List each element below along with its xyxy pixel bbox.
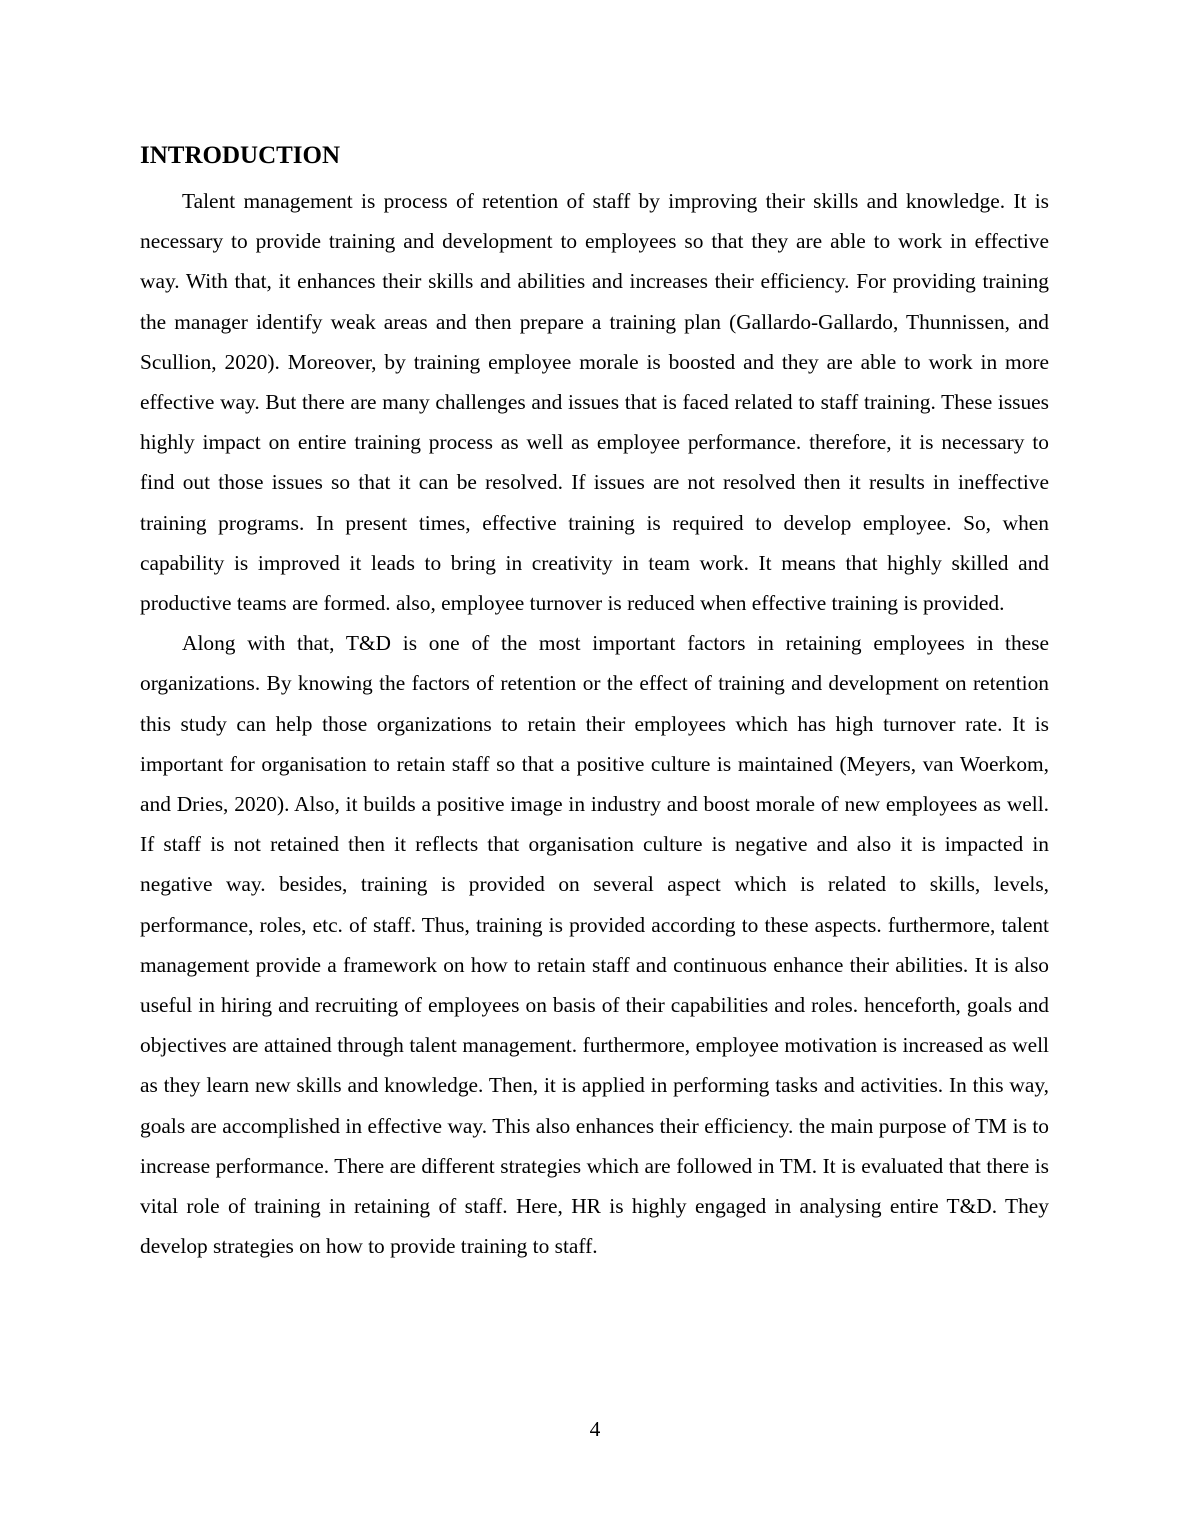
section-heading: INTRODUCTION	[140, 142, 341, 169]
paragraph-1: Talent management is process of retention of staff by improving their skills and knowledge. It is necessary to provide training and development to employees so that they are able to work in effective way. With that, it enhances their skills and abilities and increases their efficiency. For providing training the manager identify weak areas and then prepare a training plan (Gallardo-Gallardo, Thunnissen, and Scullion, 2020). Moreover, by training employee morale is boosted and they are able to work in more effective way. But there are many challenges and issues that is faced related to staff training. These issues highly impact on entire training process as well as employee performance. therefore, it is necessary to find out those issues so that it can be resolved. If issues are not resolved then it results in ineffective training programs. In present times, effective training is required to develop employee. So, when capability is improved it leads to bring in creativity in team work. It means that highly skilled and productive teams are formed. also, employee turnover is reduced when effective training is provided.	[140, 189, 1049, 616]
body-text	[140, 181, 1049, 1266]
paragraph-2: Along with that, T&D is one of the most important factors in retaining employees in these organizations. By knowing the factors of retention or the effect of training and development on retention this study can help those organizations to retain their employees which has high turnover rate. It is important for organisation to retain staff so that a positive culture is maintained (Meyers, van Woerkom, and Dries, 2020). Also, it builds a positive image in industry and boost morale of new employees as well. If staff is not retained then it reflects that organisation culture is negative and also it is impacted in negative way. besides, training is provided on several aspect which is related to skills, levels, performance, roles, etc. of staff. Thus, training is provided according to these aspects. furthermore, talent management provide a framework on how to retain staff and continuous enhance their abilities. It is also useful in hiring and recruiting of employees on basis of their capabilities and roles. henceforth, goals and objectives are attained through talent management. furthermore, employee motivation is increased as well as they learn new skills and knowledge. Then, it is applied in performing tasks and activities. In this way, goals are accomplished in effective way. This also enhances their efficiency. the main purpose of TM is to increase performance. There are different strategies which are followed in TM. It is evaluated that there is vital role of training in retaining of staff. Here, HR is highly engaged in analysing entire T&D. They develop strategies on how to provide training to staff.	[140, 631, 1049, 1259]
page-number: 4	[589, 1417, 601, 1441]
